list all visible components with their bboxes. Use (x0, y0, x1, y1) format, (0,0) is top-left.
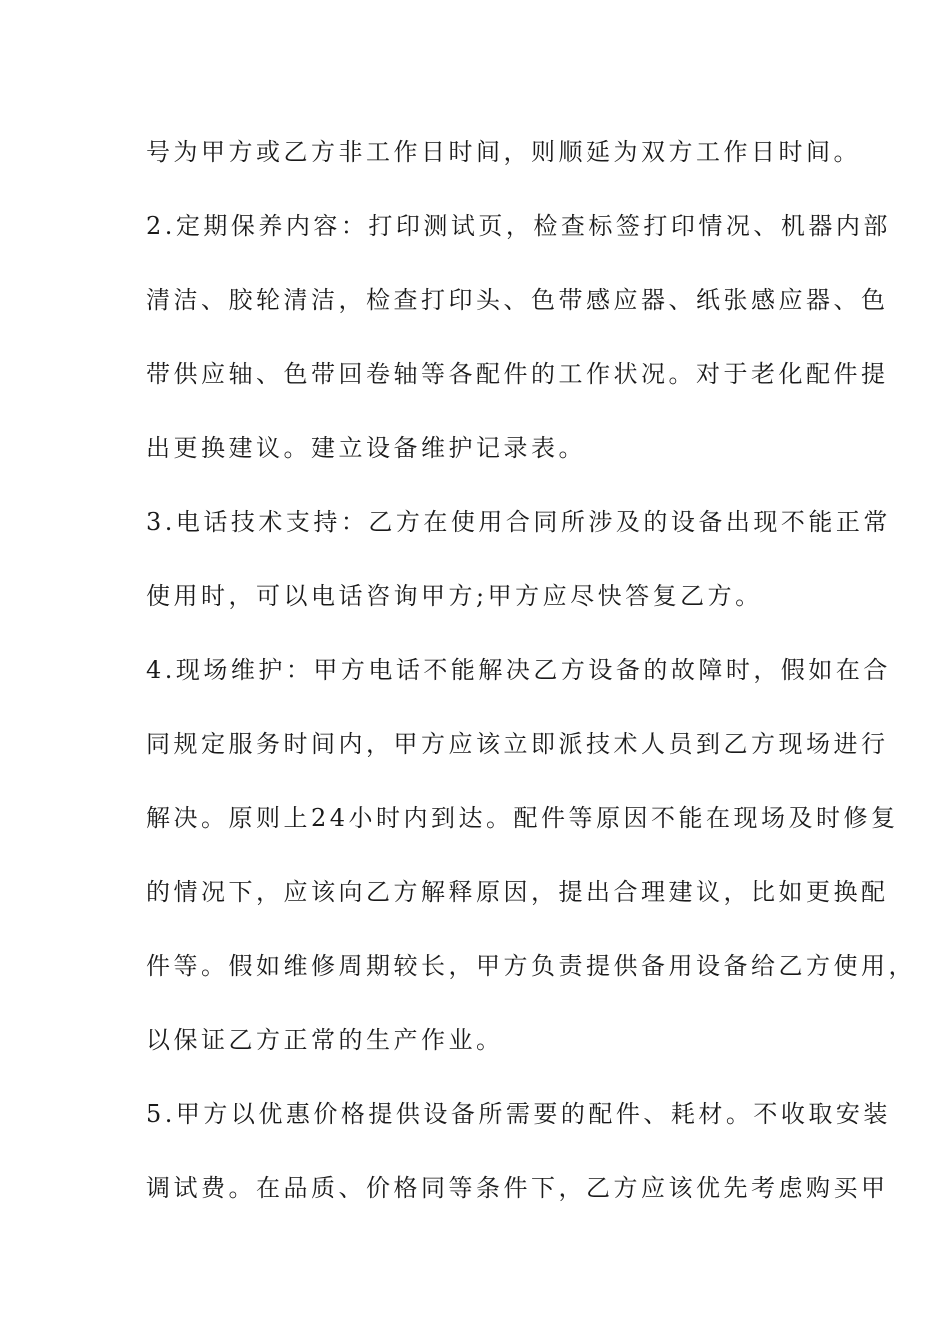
text-line: 的情况下，应该向乙方解释原因，提出合理建议，比如更换配 (146, 878, 889, 906)
text-line: 调试费。在品质、价格同等条件下，乙方应该优先考虑购买甲 (146, 1174, 889, 1202)
text-line: 使用时，可以电话咨询甲方;甲方应尽快答复乙方。 (146, 582, 763, 610)
text-line: 3.电话技术支持：乙方在使用合同所涉及的设备出现不能正常 (146, 508, 891, 536)
text-line: 5.甲方以优惠价格提供设备所需要的配件、耗材。不收取安装 (146, 1100, 891, 1128)
text-line: 件等。假如维修周期较长，甲方负责提供备用设备给乙方使用， (146, 952, 916, 980)
text-line: 出更换建议。建立设备维护记录表。 (146, 434, 586, 462)
text-line: 同规定服务时间内，甲方应该立即派技术人员到乙方现场进行 (146, 730, 889, 758)
text-line: 2.定期保养内容：打印测试页，检查标签打印情况、机器内部 (146, 212, 891, 240)
text-line: 号为甲方或乙方非工作日时间，则顺延为双方工作日时间。 (146, 138, 861, 166)
text-line: 带供应轴、色带回卷轴等各配件的工作状况。对于老化配件提 (146, 360, 889, 388)
text-line: 解决。原则上24小时内到达。配件等原因不能在现场及时修复 (146, 804, 899, 832)
text-line: 清洁、胶轮清洁，检查打印头、色带感应器、纸张感应器、色 (146, 286, 889, 314)
text-line: 4.现场维护：甲方电话不能解决乙方设备的故障时，假如在合 (146, 656, 891, 684)
text-line: 以保证乙方正常的生产作业。 (146, 1026, 504, 1054)
